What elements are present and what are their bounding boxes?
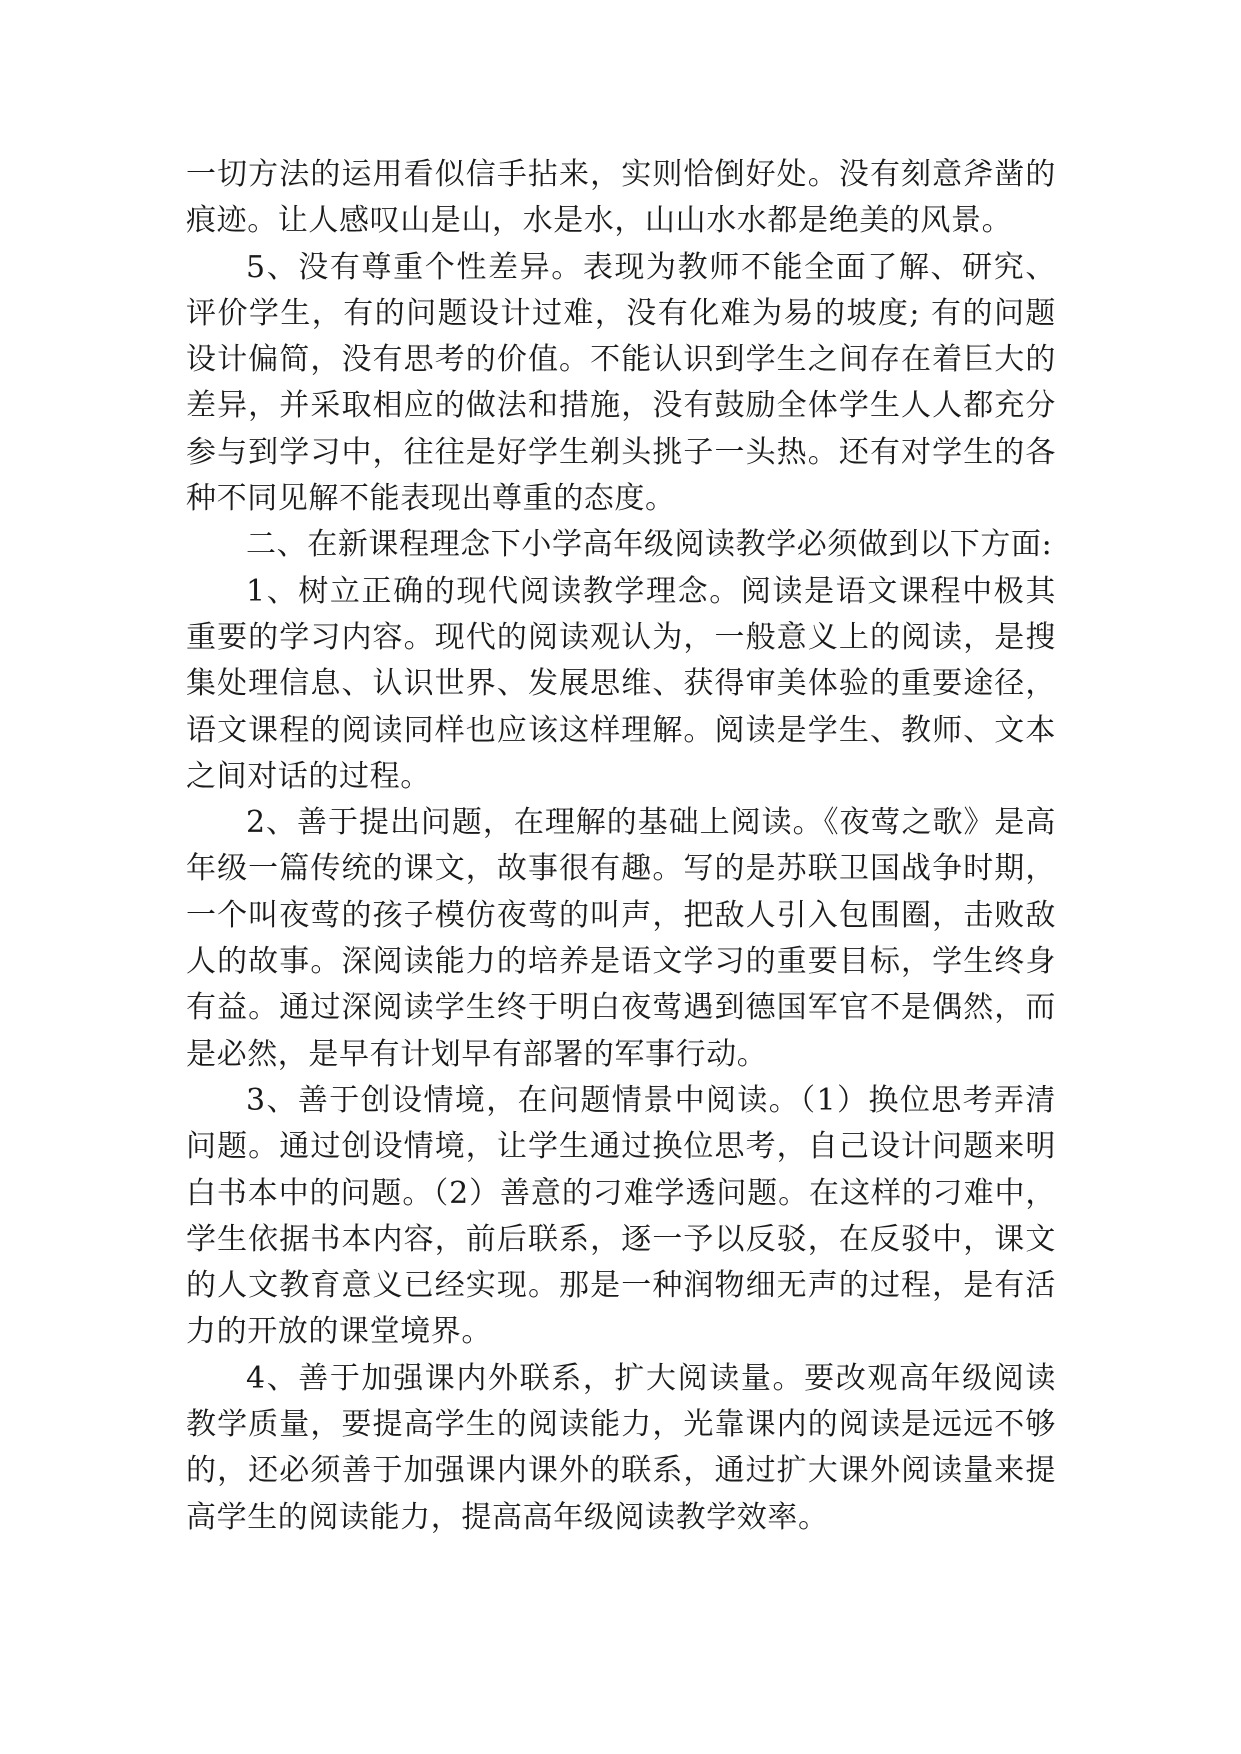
paragraph-item-2: 2、善于提出问题，在理解的基础上阅读。《夜莺之歌》是高年级一篇传统的课文，故事很有趣。写的是苏联卫国战争时期，一个叫夜莺的孩子模仿夜莺的叫声，把敌人引入包围圈，击败敌人的故事。深阅读能力的培养是语文学习的重要目标，学生终身有益。通过深阅读学生终于明白夜莺遇到德国军官不是偶然，而是必然，是早有计划早有部署的军事行动。 — [186, 805, 1056, 1072]
paragraph-item-4: 4、善于加强课内外联系，扩大阅读量。要改观高年级阅读教学质量，要提高学生的阅读能力，光靠课内的阅读是远远不够的，还必须善于加强课内课外的联系，通过扩大课外阅读量来提高学生的阅读能力，提高高年级阅读教学效率。 — [186, 1360, 1056, 1535]
section-heading-2: 二、在新课程理念下小学高年级阅读教学必须做到以下方面: — [246, 527, 1053, 563]
body-text — [186, 152, 1056, 1541]
paragraph-item-3: 3、善于创设情境，在问题情景中阅读。（1）换位思考弄清问题。通过创设情境，让学生通过换位思考，自己设计问题来明白书本中的问题。（2）善意的刁难学透问题。在这样的刁难中，学生依据书本内容，前后联系，逐一予以反驳，在反驳中，课文的人文教育意义已经实现。那是一种润物细无声的过程，是有活力的开放的课堂境界。 — [186, 1082, 1056, 1350]
paragraph-continuation: 一切方法的运用看似信手拈来，实则恰倒好处。没有刻意斧凿的痕迹。让人感叹山是山，水是水，山山水水都是绝美的风景。 — [186, 157, 1056, 239]
paragraph-item-1: 1、树立正确的现代阅读教学理念。阅读是语文课程中极其重要的学习内容。现代的阅读观认为，一般意义上的阅读，是搜集处理信息、认识世界、发展思维、获得审美体验的重要途径，语文课程的阅读同样也应该这样理解。阅读是学生、教师、文本之间对话的过程。 — [186, 573, 1056, 794]
paragraph-item-5: 5、没有尊重个性差异。表现为教师不能全面了解、研究、评价学生，有的问题设计过难，没有化难为易的坡度; 有的问题设计偏简，没有思考的价值。不能认识到学生之间存在着巨大的差异，并采取相应的做法和措施，没有鼓励全体学生人人都充分参与到学习中，往往是好学生剃头挑子一头热。还有对学生的各种不同见解不能表现出尊重的态度。 — [186, 249, 1056, 517]
